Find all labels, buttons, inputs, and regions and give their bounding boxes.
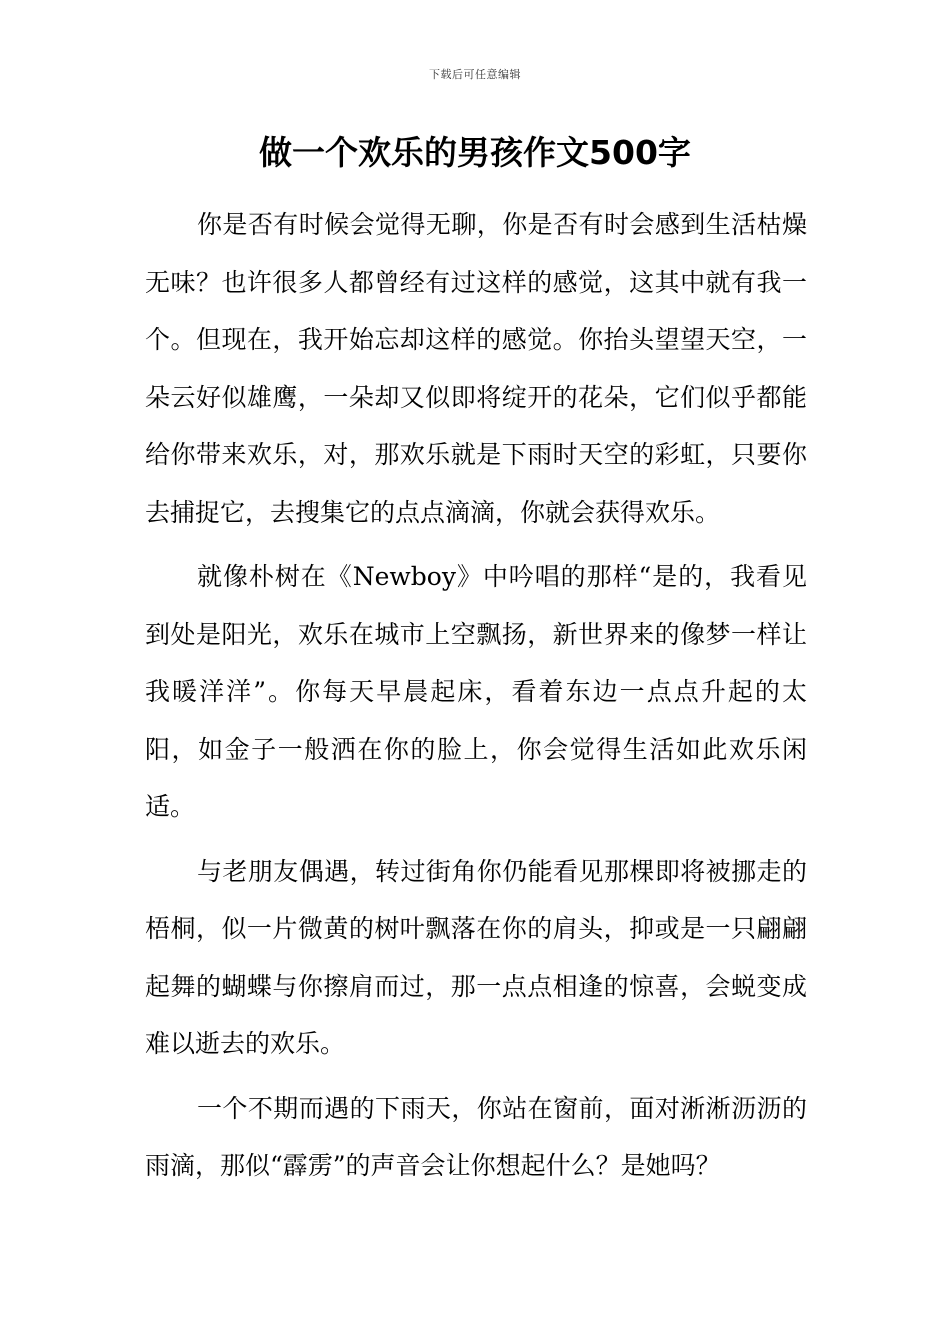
header-note: 下载后可任意编辑 bbox=[429, 68, 521, 81]
paragraph: 你是否有时候会觉得无聊，你是否有时会感到生活枯燥无味？也许很多人都曾经有过这样的感觉，这其中就有我一个。但现在，我开始忘却这样的感觉。你抬头望望天空，一朵云好似雄鹰，一朵却又似即将绽开的花朵，它们似乎都能给你带来欢乐，对，那欢乐就是下雨时天空的彩虹，只要你去捕捉它，去搜集它的点点滴滴，你就会获得欢乐。 bbox=[145, 210, 807, 527]
paragraph: 一个不期而遇的下雨天，你站在窗前，面对淅淅沥沥的雨滴，那似“霹雳”的声音会让你想起什么？是她吗？ bbox=[145, 1093, 807, 1180]
document-title: 做一个欢乐的男孩作文500字 bbox=[259, 133, 691, 172]
paragraph: 就像朴树在《Newboy》中吟唱的那样“是的，我看见到处是阳光，欢乐在城市上空飘扬，新世界来的像梦一样让我暖洋洋”。你每天早晨起床，看着东边一点点升起的太阳，如金子一般洒在你的脸上，你会觉得生活如此欢乐闲适。 bbox=[145, 562, 807, 821]
paragraph: 与老朋友偶遇，转过街角你仍能看见那棵即将被挪走的梧桐，似一片微黄的树叶飘落在你的肩头，抑或是一只翩翩起舞的蝴蝶与你擦肩而过，那一点点相逢的惊喜，会蜕变成难以逝去的欢乐。 bbox=[145, 856, 807, 1058]
document-body bbox=[145, 196, 807, 1195]
